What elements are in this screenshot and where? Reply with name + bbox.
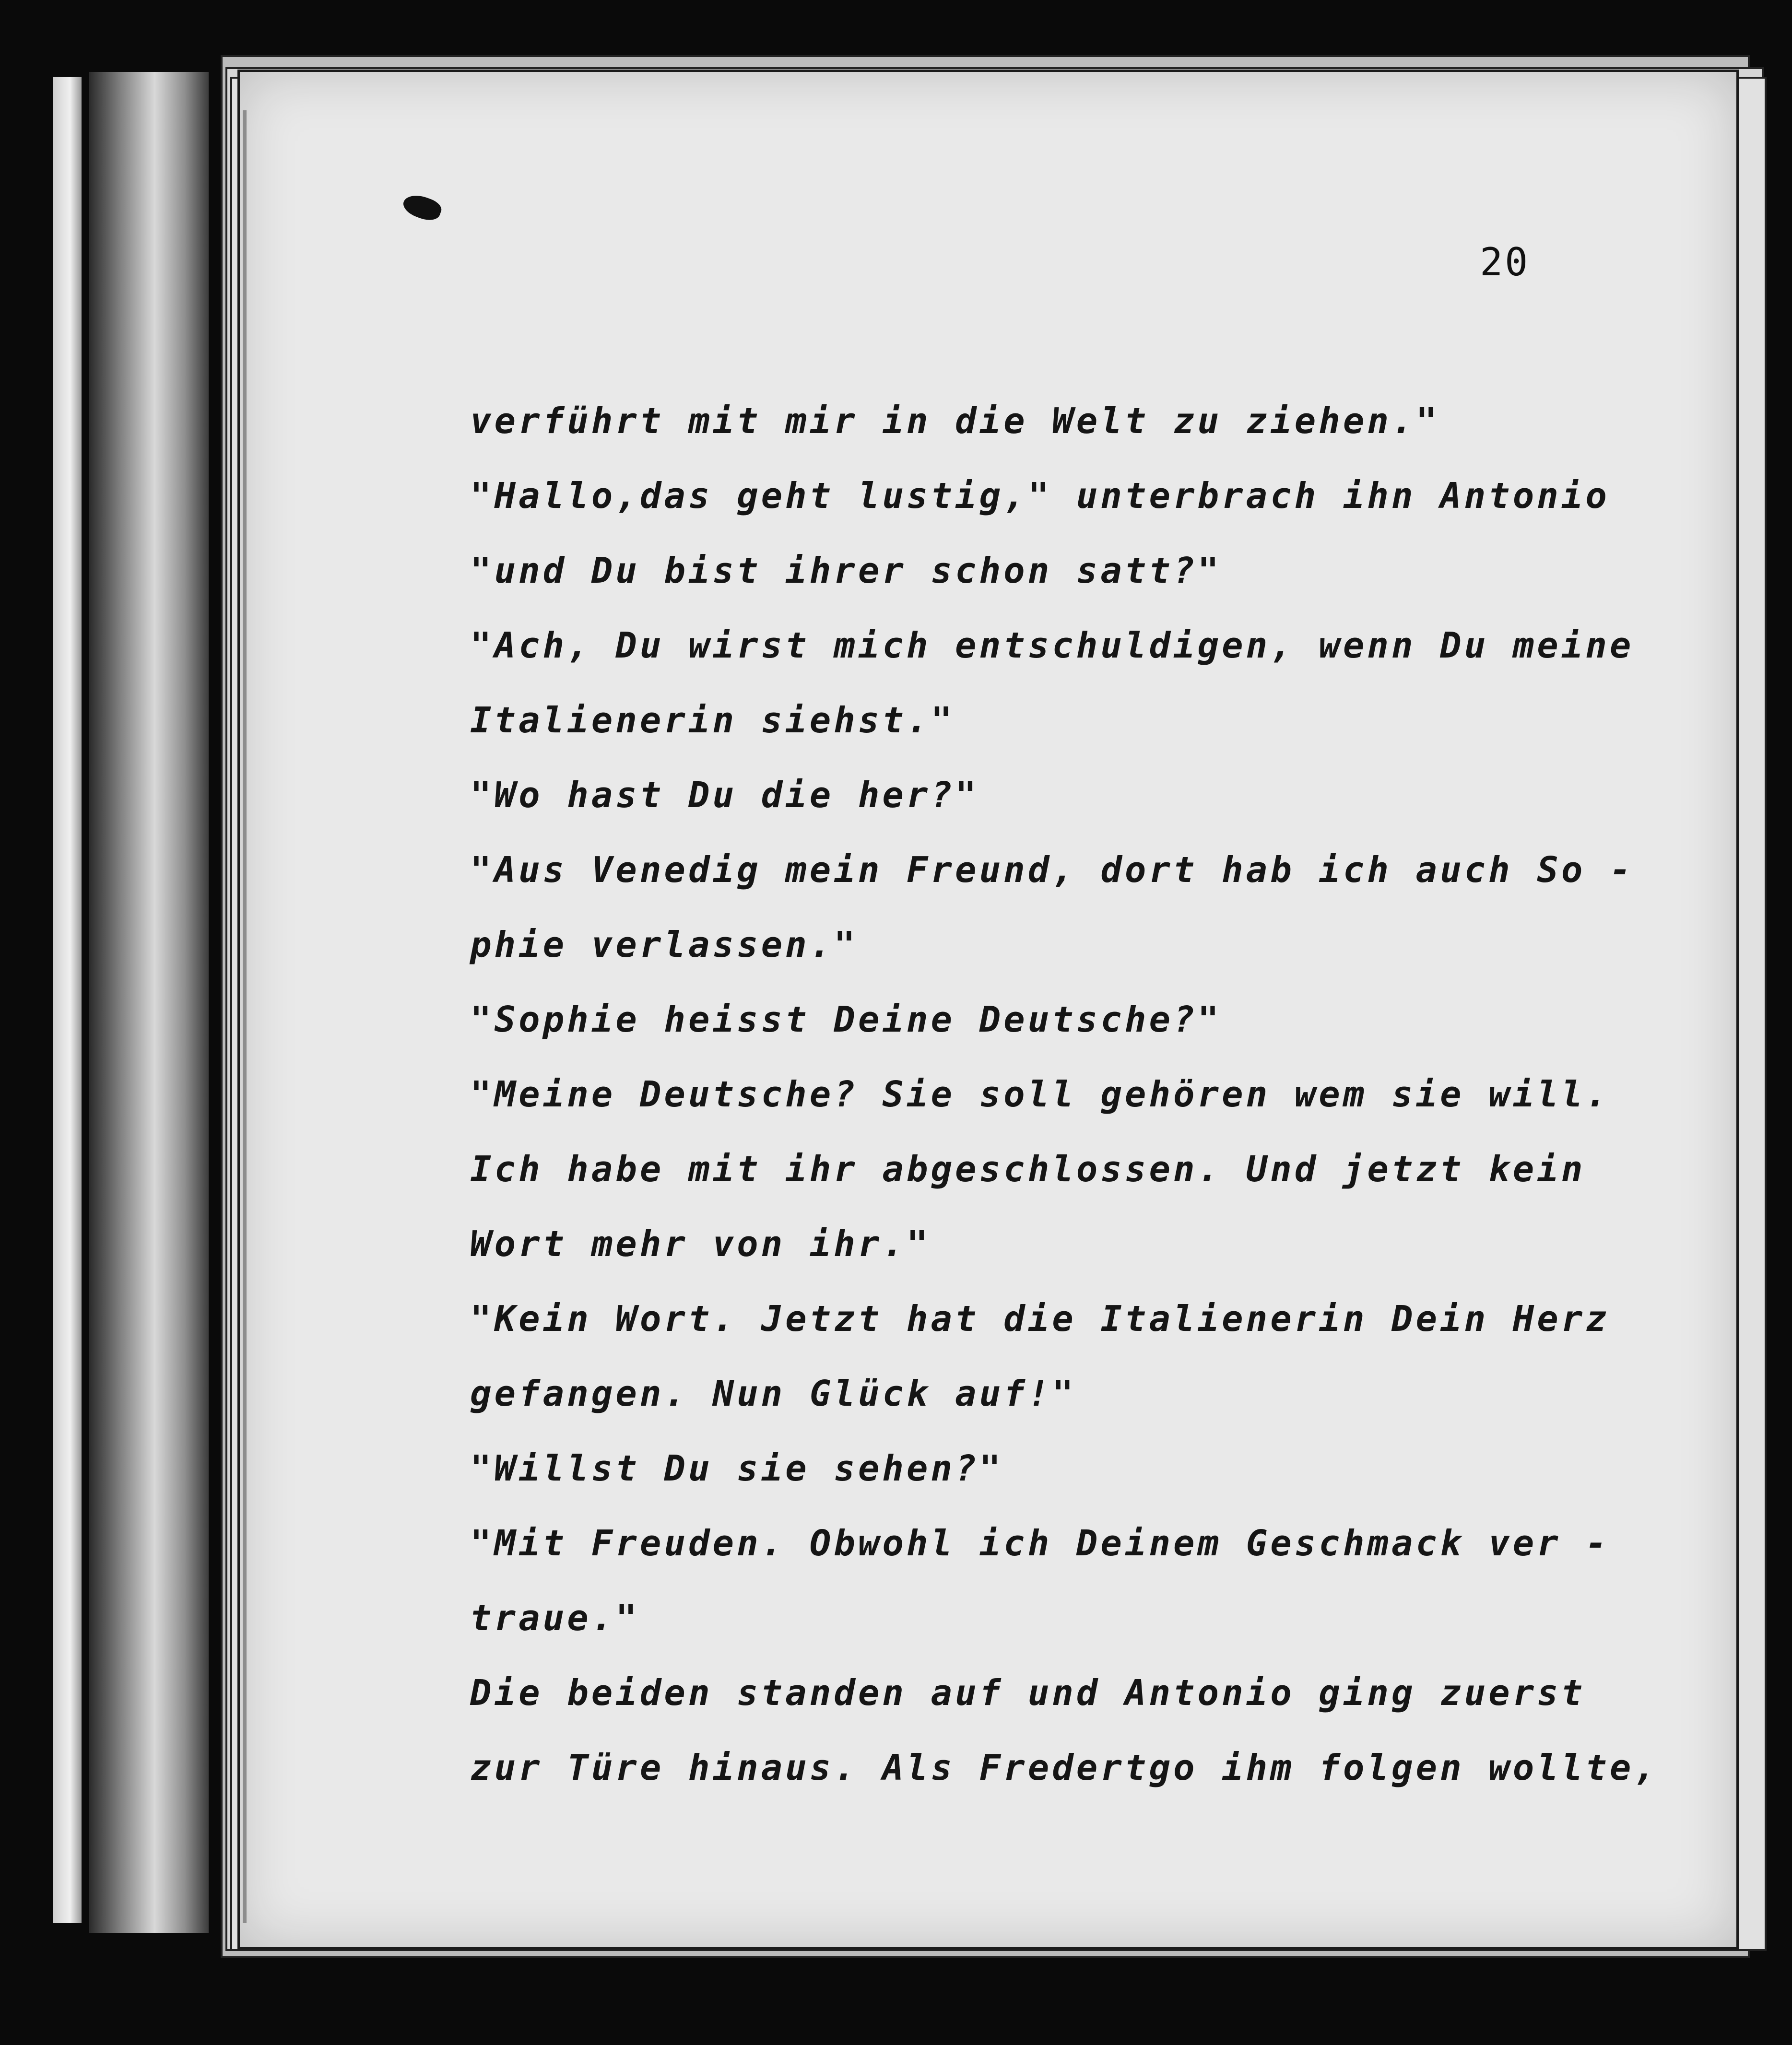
text-line: gefangen. Nun Glück auf!" — [470, 1373, 1076, 1414]
text-line: "Mit Freuden. Obwohl ich Deinem Geschmack ver - — [470, 1523, 1610, 1564]
text-line: "Kein Wort. Jetzt hat die Italienerin Dein Herz — [470, 1298, 1610, 1340]
text-line: "Sophie heisst Deine Deutsche?" — [470, 999, 1222, 1040]
text-line: zur Türe hinaus. Als Fredertgo ihm folgen wollte, — [470, 1747, 1659, 1788]
text-line: Ich habe mit ihr abgeschlossen. Und jetzt kein — [470, 1149, 1586, 1190]
torn-page-edge — [53, 77, 82, 1923]
text-line: Die beiden standen auf und Antonio ging zuerst — [470, 1672, 1586, 1714]
ink-stain — [401, 191, 444, 224]
text-line: "Ach, Du wirst mich entschuldigen, wenn Du meine — [470, 625, 1634, 666]
typewritten-text — [470, 384, 1659, 1805]
text-line: "Aus Venedig mein Freund, dort hab ich auch So - — [470, 849, 1634, 891]
text-line: verführt mit mir in die Welt zu ziehen." — [470, 400, 1440, 442]
page-fold-line — [243, 110, 247, 1923]
page-number: 20 — [1480, 240, 1530, 284]
text-line: traue." — [470, 1598, 640, 1639]
book-binding — [89, 72, 209, 1933]
text-line: "Wo hast Du die her?" — [470, 775, 979, 816]
text-line: "Meine Deutsche? Sie soll gehören wem sie will. — [470, 1074, 1610, 1115]
typewritten-page — [237, 70, 1739, 1950]
text-line: "Willst Du sie sehen?" — [470, 1448, 1004, 1489]
text-line: Italienerin siehst." — [470, 700, 955, 741]
text-line: "Hallo,das geht lustig," unterbrach ihn Antonio — [470, 475, 1610, 517]
text-line: "und Du bist ihrer schon satt?" — [470, 550, 1222, 591]
text-line: phie verlassen." — [470, 924, 858, 965]
text-line: Wort mehr von ihr." — [470, 1223, 931, 1265]
